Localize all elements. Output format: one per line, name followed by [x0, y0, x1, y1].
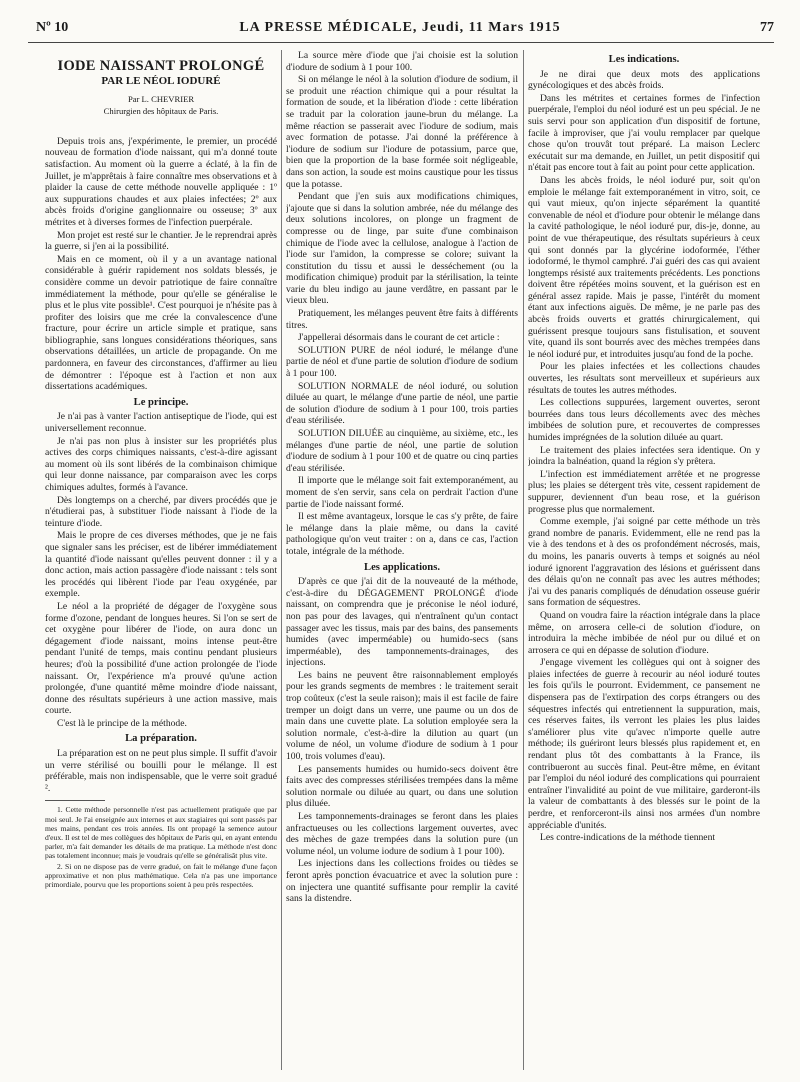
- paragraph: Dans les abcès froids, le néol ioduré pur, soit qu'on emploie le mélange fait extemporanément in vitro, soit, ce qui vaut mieux, qu'on injecte séparément la quantité convenable de néol et d'iodure pour obtenir le mélange dans la cavité pathologique, le néol ioduré pur, dis-je, donne, au point de vue thérapeutique, des résultats supérieurs à ceux qui sont donnés par la glycérine iodoformée, l'éther iodoformé, le thymol camphré. J'ai guéri des cas qui avaient longtemps résisté aux traitements précédents. Les ponctions doivent être répétées moins souvent, et la guérison est en général assez rapide. Mais je passe, l'intérêt du moment étant aux infections aiguës. De même, je ne parle pas des abcès froids ouverts et grattés chirurgicalement, qui guérissent presque toujours sans fistulisation, et souvent vite, quand ils sont bourrés avec des mèches trempées dans le néol ioduré pur, et introduites jusqu'au fond de la poche.: [528, 174, 760, 360]
- section-heading-principe: Le principe.: [133, 396, 189, 408]
- paragraph: Les collections suppurées, largement ouvertes, seront bourrées dans tous leurs décollements avec des mèches imbibées de solution pure, et recouvertes de compresses humides imprégnées de la solution diluée au quart.: [528, 397, 760, 443]
- paragraph: Les injections dans les collections froides ou tièdes se feront après ponction évacuatrice et avec la solution pure : on injectera une quantité suffisante pour remplir la cavité sans la distendre.: [286, 858, 518, 905]
- article-title: IODE NAISSANT PROLONGÉ: [57, 58, 265, 74]
- journal-title: LA PRESSE MÉDICALE, Jeudi, 11 Mars 1915: [239, 20, 561, 35]
- paragraph: Pour les plaies infectées et les collections chaudes ouvertes, les résultats sont merveilleux et supérieurs aux résultats de toutes les autres méthodes.: [528, 361, 760, 396]
- paragraph: La source mère d'iode que j'ai choisie est la solution d'iodure de sodium à 1 pour 100.: [286, 50, 518, 73]
- section-heading-applications: Les applications.: [364, 561, 440, 573]
- page-number: 77: [760, 20, 774, 35]
- article-author: Par L. CHEVRIER: [127, 93, 195, 104]
- paragraph: Pendant que j'en suis aux modifications chimiques, j'ajoute que si dans la solution ambrée, née du mélange des deux solutions incolores, on plonge un fragment de compresse ou de linge, par suite d'une combinaison chimique de l'iode avec la cellulose, analogue à l'action de l'iode sur l'amidon, la compresse se colore; suivant la constitution du tissu et aussi le desséchement (ou la modification chimique) produit par la stérilisation, la teinte varie du bleu indigo au jaune verdâtre, en passant par le vieux bleu.: [286, 191, 518, 307]
- paragraph: C'est là le principe de la méthode.: [57, 717, 187, 729]
- paragraph: Je ne dirai que deux mots des applications gynécologiques et des abcès froids.: [528, 68, 760, 92]
- column-divider: [523, 50, 524, 1070]
- section-heading-preparation: La préparation.: [125, 733, 197, 745]
- paragraph: Les contre-indications de la méthode tiennent: [540, 832, 716, 844]
- paragraph: Comme exemple, j'ai soigné par cette méthode un très grand nombre de panaris. Evidemment, elle ne rend pas la vie à des tendons et à des os profondément nécrosés, mais, du moins, les panaris ouverts à temps et soignés au néol ioduré ignorent l'aggravation des lésions et guérissent dans des délais qu'on ne connaît pas avec les autres méthodes; j'ai vu des panaris compliqués de dénudation osseuse guérir sans formation de séquestres.: [528, 516, 760, 609]
- column-1: [45, 50, 277, 1075]
- paragraph: SOLUTION DILUÉE au cinquième, au sixième, etc., les mélanges d'une partie de néol, une partie de solution d'iodure de sodium à 1 pour 100 et de quatre ou cinq parties d'eau stérilisée.: [286, 428, 518, 474]
- paragraph: Mais en ce moment, où il y a un avantage national considérable à guérir rapidement nos soldats blessés, je considère comme un devoir patriotique de faire connaître immédiatement la méthode, pour qu'elle se généralise le plus et le plus vite possible¹. C'est pourquoi je n'hésite pas à profiter des loisirs que me crée la convalescence d'une fracture, pour écrire un article simple et pratique, sans bibliographie, sans longues considérations théoriques, sans observations détaillées, un article de propagande. On me pardonnera, en faveur des circonstances, d'affirmer au lieu de démontrer : l'époque est à l'action et non aux dissertations académiques.: [45, 253, 277, 393]
- paragraph: SOLUTION NORMALE de néol ioduré, ou solution diluée au quart, le mélange d'une partie de néol, une partie de solution d'iodure de sodium à 1 pour 100, trois parties d'eau stérilisée.: [286, 380, 518, 427]
- paragraph: Les bains ne peuvent être raisonnablement employés pour les grands segments de membres : le traitement serait trop coûteux (c'est la seule raison); mais il est facile de faire tremper un doigt dans un verre, une paume ou un dos de main dans une cuvette plate. La solution employée sera la solution normale, c'est-à-dire la dilution au quart (un volume de néol, un volume d'iodure de sodium à 1 pour 100, trois volumes d'eau).: [286, 669, 518, 763]
- paragraph: SOLUTION PURE de néol ioduré, le mélange d'une partie de néol et d'une partie de solution d'iodure de sodium à 1 pour 100.: [286, 344, 518, 380]
- page-header: [26, 20, 774, 40]
- paragraph: Pratiquement, les mélanges peuvent être faits à différents titres.: [286, 308, 518, 331]
- footnote: 1. Cette méthode personnelle n'est pas actuellement pratiquée que par moi seul. Je l'ai enseignée aux internes et aux stagiaires qui sont passés par mes mains, pendant ces trois années. Ils ont propagé la semence autour d'eux. Il est tel de mes collègues des hôpitaux de Paris qui, en ayant entendu parler, m'a fait demander les détails de ma pratique. La méthode n'est donc pas totalement inconnue; mais je voudrais qu'elle se généralisât plus vite.: [45, 805, 277, 861]
- paragraph: J'engage vivement les collègues qui ont à soigner des plaies infectées de guerre à recourir au néol ioduré toutes les fois qu'ils le pourront. Evidemment, ce pansement ne dispensera pas de l'extirpation des corps étrangers ou des séquestres infectés qui entretiennent la suppuration, mais, ces réserves faites, ils verront les plaies les plus laides s'améliorer plus vite qu'avec n'importe quelle autre méthode; ils guériront leurs blessés plus rapidement et, en rendant plus tôt des combattants à la France, ils contribueront au succès final. Peut-être même, en évitant par l'emploi du néol ioduré des complications qui pourraient entraîner l'invalidité au point de vue militaire, garderont-ils la valeur de combattants à des blessés sur le point de la perdre, et renforceront-ils ainsi nos armées d'un nombre appréciable d'unités.: [528, 657, 760, 831]
- paragraph: Il est même avantageux, lorsque le cas s'y prête, de faire le mélange dans la plaie même, ou dans la cavité pathologique qu'on veut traiter : on a, dans ce cas, l'action totale, intégrale de la méthode.: [286, 511, 518, 557]
- paragraph: Les pansements humides ou humido-secs doivent être faits avec des compresses stérilisées trempées dans la même solution normale ou diluée au quart, ou dans une solution plus diluée.: [286, 763, 518, 810]
- paragraph: Depuis trois ans, j'expérimente, le premier, un procédé nouveau de formation d'iode naissant, qui m'a donné toute satisfaction. Au moment où la guerre a éclaté, à la fin de Juillet, je m'apprêtais à faire connaître mes observations et à plaider la cause de cette méthode nouvelle appliquée : 1º aux suppurations chaudes et aux plaies infectées; 2º aux abcès froids d'origine ganglionnaire ou osseuse; 3º aux métrites et à diverses formes de l'infection puerpérale.: [45, 135, 277, 228]
- article-subtitle: PAR LE NÉOL IODURÉ: [101, 75, 221, 87]
- paragraph: Dès longtemps on a cherché, par divers procédés que je n'étudierai pas, à substituer l'iode naissant à l'iode de la teinture d'iode.: [45, 494, 277, 529]
- paragraph: Les tamponnements-drainages se feront dans les plaies anfractueuses ou les collections largement ouvertes, avec des mèches de gaze trempées dans la solution pure (un volume néol, un volume iodure de sodium à 1 pour 100).: [286, 811, 518, 857]
- paragraph: Mais le propre de ces diverses méthodes, que je ne fais que signaler sans les préciser, est de libérer immédiatement la quantité d'iode naissant qu'elles peuvent donner : il y a donc action, mais action passagère d'iode naissant : tels sont les procédés qui libèrent l'iode par l'eau oxygénée, par exemple.: [45, 530, 277, 600]
- paragraph: Je n'ai pas non plus à insister sur les propriétés plus actives des corps chimiques naissants, c'est-à-dire agissant au moment où ils sont libérés de la combinaison chimique qui leur donne naissance, par comparaison avec les corps chimiques adultes, formés à l'avance.: [45, 435, 277, 493]
- paragraph: Je n'ai pas à vanter l'action antiseptique de l'iode, qui est universellement reconnue.: [45, 411, 277, 435]
- header-rule: [28, 42, 774, 43]
- paragraph: D'après ce que j'ai dit de la nouveauté de la méthode, c'est-à-dire du DÉGAGEMENT PROLONGÉ d'iode naissant, on comprendra que je préconise le néol ioduré, non pas pour des lavages, qui n'entraînent qu'un contact passager avec les tissus, mais par des bains, des pansements humides (avec imperméable) ou humido-secs (sans imperméable), des tamponnements-drainages, des injections.: [286, 576, 518, 669]
- issue-number: Nº 10: [36, 20, 69, 35]
- paragraph: Il importe que le mélange soit fait extemporanément, au moment de s'en servir, sans cela on perdrait l'action d'une partie de l'iode naissant formé.: [286, 475, 518, 510]
- column-3: [528, 50, 760, 1075]
- paragraph: Si on mélange le néol à la solution d'iodure de sodium, il se produit une réaction chimique qui a pour résultat la formation de soude, et la libération d'iode : cette libération se traduit par la coloration jaune-brun du mélange. La même réaction se passerait avec l'iodure de sodium, mais avec formation de potasse. J'ai donné la préférence à l'iodure de sodium sur l'iodure de potassium, parce que, bien que la proportion de la base formée soit négligeable, dans son action, la soude est moins caustique pour les tissus que la potasse.: [286, 74, 518, 190]
- column-divider: [281, 50, 282, 1070]
- footnote-rule: [45, 800, 105, 801]
- paragraph: La préparation est on ne peut plus simple. Il suffit d'avoir un verre stérilisé ou bouilli pour le mélange. Il est préférable, mais non indispensable, que le verre soit gradué ².: [45, 748, 277, 794]
- footnote: 2. Si on ne dispose pas de verre gradué, on fait le mélange d'une façon approximative et non plus mathématique. Cela n'a pas une importance primordiale, pourvu que les proportions soient à peu près respectées.: [45, 861, 277, 890]
- paragraph: Quand on voudra faire la réaction intégrale dans la place même, on arrosera celle-ci de solution d'iodure, on introduira la mèche imbibée de néol pur ou dilué et on arrosera ce qui en dépasse de solution d'iodure.: [528, 609, 760, 656]
- paragraph: J'appellerai désormais dans le courant de cet article :: [298, 332, 500, 344]
- article-affiliation: Chirurgien des hôpitaux de Paris.: [103, 106, 219, 117]
- column-2: [286, 50, 518, 1075]
- paragraph: Le traitement des plaies infectées sera identique. On y joindra la balnéation, quand la région s'y prêtera.: [528, 444, 760, 468]
- section-heading-indications: Les indications.: [608, 54, 680, 65]
- paragraph: L'infection est immédiatement arrêtée et ne progresse plus; les plaies se détergent très vite, cessent rapidement de suppurer, deviennent d'un beau rose, et la guérison progresse plus que normalement.: [528, 468, 760, 515]
- paragraph: Le néol a la propriété de dégager de l'oxygène sous forme d'ozone, pendant de longues heures. Si l'on se sert de cet oxygène pour libérer de l'iode, on aura donc un dégagement d'iode naissant, moins intense peut-être pendant l'unité de temps, mais continu pendant plusieurs heures; d'où la possibilité d'une action prolongée de l'iode naissant. Or, l'expérience m'a prouvé qu'une action prolongée, d'une quantité même moindre d'iode naissant, donne des résultats supérieurs à une action massive, mais courte.: [45, 600, 277, 717]
- paragraph: Mon projet est resté sur le chantier. Je le reprendrai après la guerre, si j'en ai la possibilité.: [45, 229, 277, 253]
- paragraph: Dans les métrites et certaines formes de l'infection puerpérale, l'emploi du néol ioduré est un peu spécial. Je ne suis servi pour son application d'un dispositif de fortune, facile à improviser, que j'ai voulu remplacer par quelque chose qu'on trouvât tout préparé. La maison Leclerc exécutait sur ma demande, en Juillet, un petit dispositif qui n'était pas encore tout à fait au point pour cette application.: [528, 92, 760, 174]
